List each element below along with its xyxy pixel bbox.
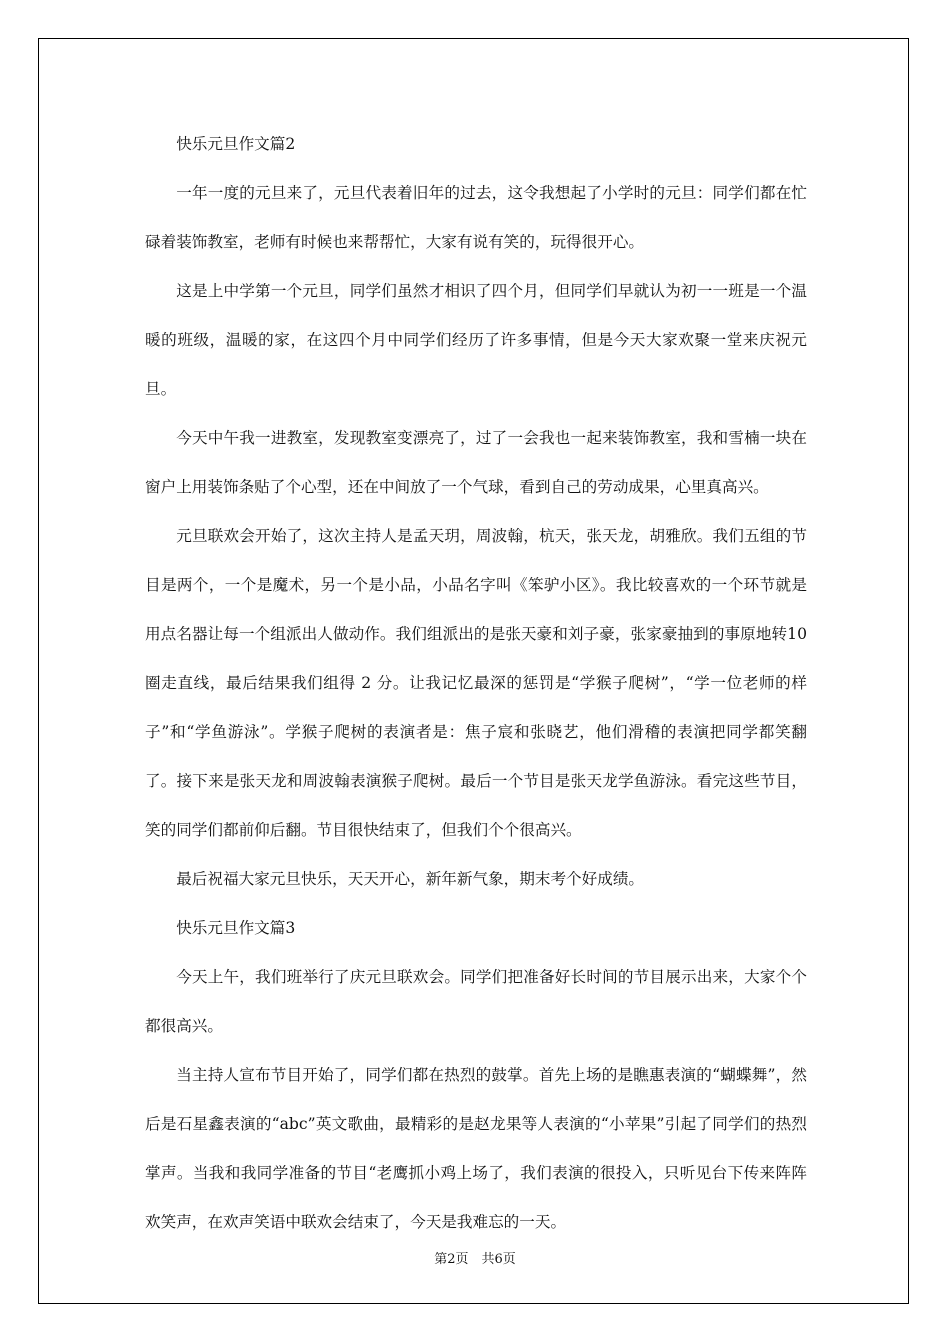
paragraph: 当主持人宣布节目开始了，同学们都在热烈的鼓掌。首先上场的是瞧惠表演的“蝴蝶舞”，然后是石星鑫表演的“abc”英文歌曲，最精彩的是赵龙果等人表演的“小苹果”引起了同学们的热烈掌声。当我和我同学准备的节目“老鹰抓小鸡上场了，我们表演的很投入，只听见台下传来阵阵欢笑声，在欢声笑语中联欢会结束了，今天是我难忘的一天。 [145,1066,807,1231]
paragraph: 今天上午，我们班举行了庆元旦联欢会。同学们把准备好长时间的节目展示出来，大家个个都很高兴。 [145,968,807,1035]
paragraph: 一年一度的元旦来了，元旦代表着旧年的过去，这令我想起了小学时的元旦：同学们都在忙碌着装饰教室，老师有时候也来帮帮忙，大家有说有笑的，玩得很开心。 [145,184,807,251]
paragraph: 今天中午我一进教室，发现教室变漂亮了，过了一会我也一起来装饰教室，我和雪楠一块在窗户上用装饰条贴了个心型，还在中间放了一个气球，看到自己的劳动成果，心里真高兴。 [145,429,807,496]
paragraph: 这是上中学第一个元旦，同学们虽然才相识了四个月，但同学们早就认为初一一班是一个温暖的班级，温暖的家，在这四个月中同学们经历了许多事情，但是今天大家欢聚一堂来庆祝元旦。 [145,282,807,398]
paragraph: 最后祝福大家元旦快乐，天天开心，新年新气象，期末考个好成绩。 [176,870,645,888]
paragraph: 元旦联欢会开始了，这次主持人是孟天玥，周波翰，杭天，张天龙，胡雅欣。我们五组的节目是两个，一个是魔术，另一个是小品，小品名字叫《笨驴小区》。我比较喜欢的一个环节就是用点名器让每一个组派出人做动作。我们组派出的是张天豪和刘子豪，张家豪抽到的事原地转10 圈走直线，最后结果我们组得 2 分。让我记忆最深的惩罚是“学猴子爬树”，“学一位老师的样子”和“学鱼游泳”。学猴子爬树的表演者是：焦子宸和张晓艺，他们滑稽的表演把同学都笑翻了。接下来是张天龙和周波翰表演猴子爬树。最后一个节目是张天龙学鱼游泳。看完这些节目，笑的同学们都前仰后翻。节目很快结束了，但我们个个很高兴。 [145,527,807,839]
section-heading: 快乐元旦作文篇3 [176,919,296,937]
page-footer: 第2页 共6页 [434,1252,516,1267]
section-heading: 快乐元旦作文篇2 [176,135,296,153]
document-body [145,120,807,1247]
